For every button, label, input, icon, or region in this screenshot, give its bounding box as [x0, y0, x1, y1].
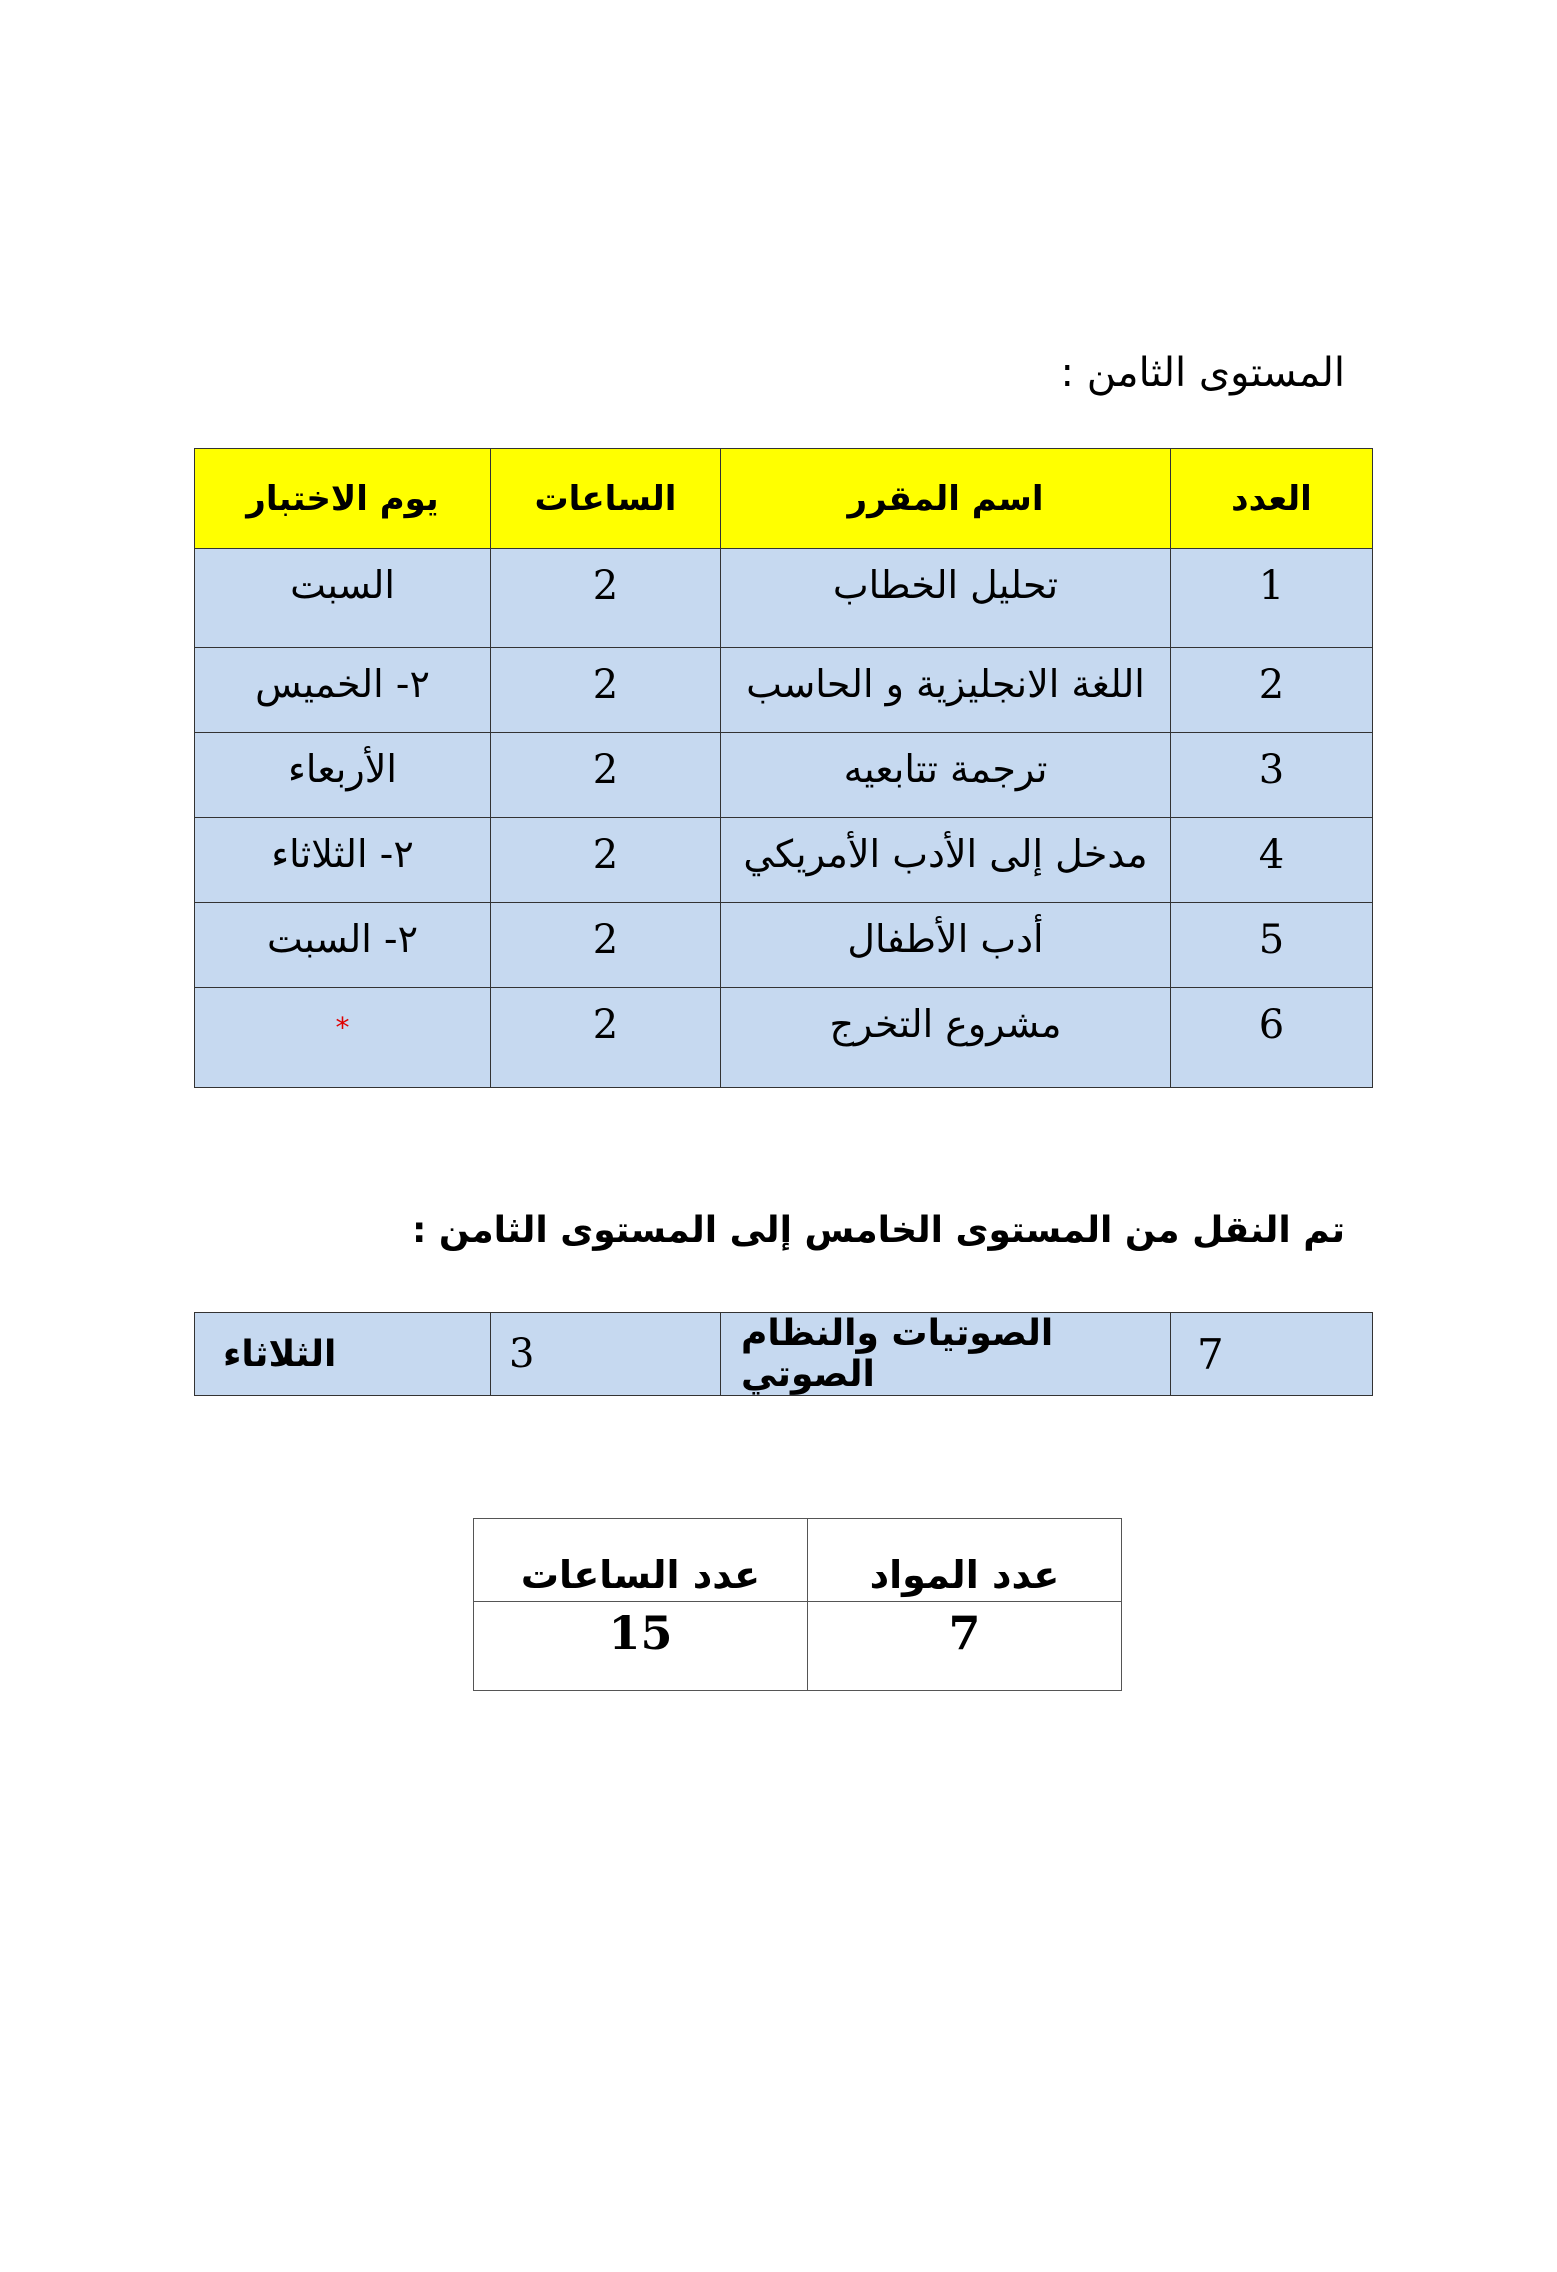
table-row — [195, 549, 1373, 648]
course-hours: 2 — [491, 733, 721, 818]
hours-count-label: عدد الساعات — [474, 1519, 808, 1602]
asterisk-mark: * — [335, 1011, 350, 1044]
summary-value-row — [474, 1602, 1122, 1691]
course-hours: 2 — [491, 903, 721, 988]
table-row — [195, 733, 1373, 818]
level-heading: المستوى الثامن : — [1060, 350, 1345, 396]
course-name: تحليل الخطاب — [721, 549, 1171, 648]
header-number: العدد — [1171, 449, 1373, 549]
header-exam-day: يوم الاختبار — [195, 449, 491, 549]
table-row — [195, 903, 1373, 988]
course-number: 3 — [1171, 733, 1373, 818]
summary-label-row — [474, 1519, 1122, 1602]
course-name: أدب الأطفال — [721, 903, 1171, 988]
course-name: ترجمة تتابعيه — [721, 733, 1171, 818]
course-name: اللغة الانجليزية و الحاسب — [721, 648, 1171, 733]
transfer-course-name: الصوتيات والنظام الصوتي — [721, 1313, 1171, 1396]
transfer-table — [194, 1312, 1373, 1396]
transfer-heading: تم النقل من المستوى الخامس إلى المستوى الثامن : — [412, 1210, 1345, 1251]
course-number: 6 — [1171, 988, 1373, 1088]
header-course-name: اسم المقرر — [721, 449, 1171, 549]
transfer-course-number: 7 — [1171, 1313, 1373, 1396]
course-hours: 2 — [491, 818, 721, 903]
course-name: مدخل إلى الأدب الأمريكي — [721, 818, 1171, 903]
course-name: مشروع التخرج — [721, 988, 1171, 1088]
course-number: 5 — [1171, 903, 1373, 988]
table-row — [195, 818, 1373, 903]
course-exam-day: الأربعاء — [195, 733, 491, 818]
table-row — [195, 988, 1373, 1088]
course-exam-day: ٢- الخميس — [195, 648, 491, 733]
course-exam-day — [195, 988, 491, 1088]
course-number: 1 — [1171, 549, 1373, 648]
course-hours: 2 — [491, 988, 721, 1088]
subjects-count-label: عدد المواد — [808, 1519, 1122, 1602]
transfer-course-hours: 3 — [491, 1313, 721, 1396]
course-hours: 2 — [491, 648, 721, 733]
transfer-course-exam-day: الثلاثاء — [195, 1313, 491, 1396]
course-hours: 2 — [491, 549, 721, 648]
courses-header-row — [195, 449, 1373, 549]
course-exam-day: السبت — [195, 549, 491, 648]
table-row — [195, 1313, 1373, 1396]
course-exam-day: ٢- الثلاثاء — [195, 818, 491, 903]
course-number: 4 — [1171, 818, 1373, 903]
courses-table — [194, 448, 1373, 1088]
course-exam-day: ٢- السبت — [195, 903, 491, 988]
table-row — [195, 648, 1373, 733]
subjects-count-value: 7 — [808, 1602, 1122, 1691]
hours-count-value: 15 — [474, 1602, 808, 1691]
summary-table — [473, 1518, 1122, 1691]
course-number: 2 — [1171, 648, 1373, 733]
header-hours: الساعات — [491, 449, 721, 549]
